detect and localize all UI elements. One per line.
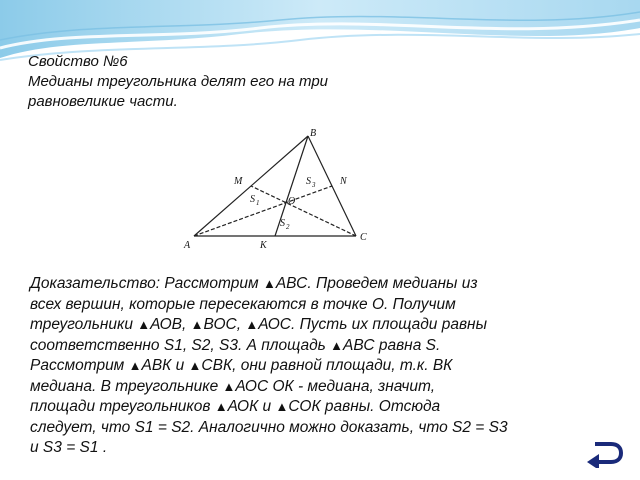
label-s2-sub: 2 xyxy=(286,223,290,231)
proof-line-4 xyxy=(30,336,630,357)
label-s3-sub: 3 xyxy=(312,181,316,189)
proof-text-fragment: АВС равна S. xyxy=(343,336,441,354)
proof-text-fragment: треугольники xyxy=(30,316,138,333)
triangle-icon: ▲ xyxy=(330,337,343,353)
label-m: M xyxy=(234,176,243,187)
label-s3: S xyxy=(306,176,311,187)
triangle-icon: ▲ xyxy=(137,317,151,332)
triangle-diagram xyxy=(180,126,380,254)
label-s1-sub: 1 xyxy=(256,199,260,207)
proof-line-8: следует, что S1 = S2. Аналогично можно доказать, что S2 = S3 xyxy=(30,418,508,436)
triangle-icon: ▲ xyxy=(222,378,236,394)
proof-line-5 xyxy=(30,356,630,377)
proof-line-9: и S3 = S1 . xyxy=(30,439,108,456)
proof-line-2: всех вершин, которые пересекаются в точке О. Получим xyxy=(30,295,456,313)
proof-text-fragment: АОВ, xyxy=(150,316,191,333)
proof-line-7 xyxy=(30,397,630,418)
label-s2: S xyxy=(280,218,285,229)
proof-text-fragment: АОС ОК - медиана, значит, xyxy=(235,377,436,395)
proof-text-fragment: Доказательство: Рассмотрим xyxy=(30,275,263,292)
proof-text-fragment: СВК, они равной площади, т.к. ВК xyxy=(201,357,453,374)
proof-text-fragment: СОК равны. Отсюда xyxy=(288,398,441,415)
median-cm xyxy=(251,186,356,236)
label-b: B xyxy=(310,128,317,139)
return-button[interactable] xyxy=(585,438,625,468)
proof-text-fragment: АВК и xyxy=(141,357,189,374)
proof-text-fragment: Рассмотрим xyxy=(30,357,129,374)
slide-subtitle-line2: равновеликие части. xyxy=(28,93,178,110)
label-s1: S xyxy=(250,194,255,205)
triangle-icon: ▲ xyxy=(128,358,142,373)
median-an xyxy=(194,186,332,236)
proof-text-fragment: площади треугольников xyxy=(30,398,215,415)
triangle-icon: ▲ xyxy=(245,317,259,332)
slide-heading xyxy=(28,52,468,112)
proof-line-6 xyxy=(30,377,630,398)
triangle-icon: ▲ xyxy=(188,358,202,373)
slide-title: Свойство №6 xyxy=(28,53,128,70)
proof-line-3 xyxy=(30,315,630,336)
proof-text xyxy=(30,274,630,459)
label-n: N xyxy=(340,176,347,187)
label-a: A xyxy=(184,240,191,251)
proof-text-fragment: ВОС, xyxy=(203,316,246,333)
proof-text-fragment: соответственно S1, S2, S3. А площадь xyxy=(30,336,331,354)
return-arrow-icon xyxy=(585,438,625,468)
slide-subtitle-line1: Медианы треугольника делят его на три xyxy=(28,73,329,90)
proof-text-fragment: медиана. В треугольнике xyxy=(30,377,223,395)
triangle-icon: ▲ xyxy=(214,399,228,414)
proof-text-fragment: АОС. Пусть их площади равны xyxy=(258,316,487,333)
label-o: O xyxy=(288,196,296,207)
triangle-figure xyxy=(180,126,380,254)
label-c: C xyxy=(360,232,367,243)
triangle-icon: ▲ xyxy=(262,276,276,291)
triangle-icon: ▲ xyxy=(275,399,289,414)
proof-text-fragment: АОК и xyxy=(227,398,276,415)
label-k: K xyxy=(260,240,267,251)
proof-text-fragment: АВС. Проведем медианы из xyxy=(275,275,478,292)
proof-line-1 xyxy=(30,274,630,295)
triangle-icon: ▲ xyxy=(190,317,204,332)
